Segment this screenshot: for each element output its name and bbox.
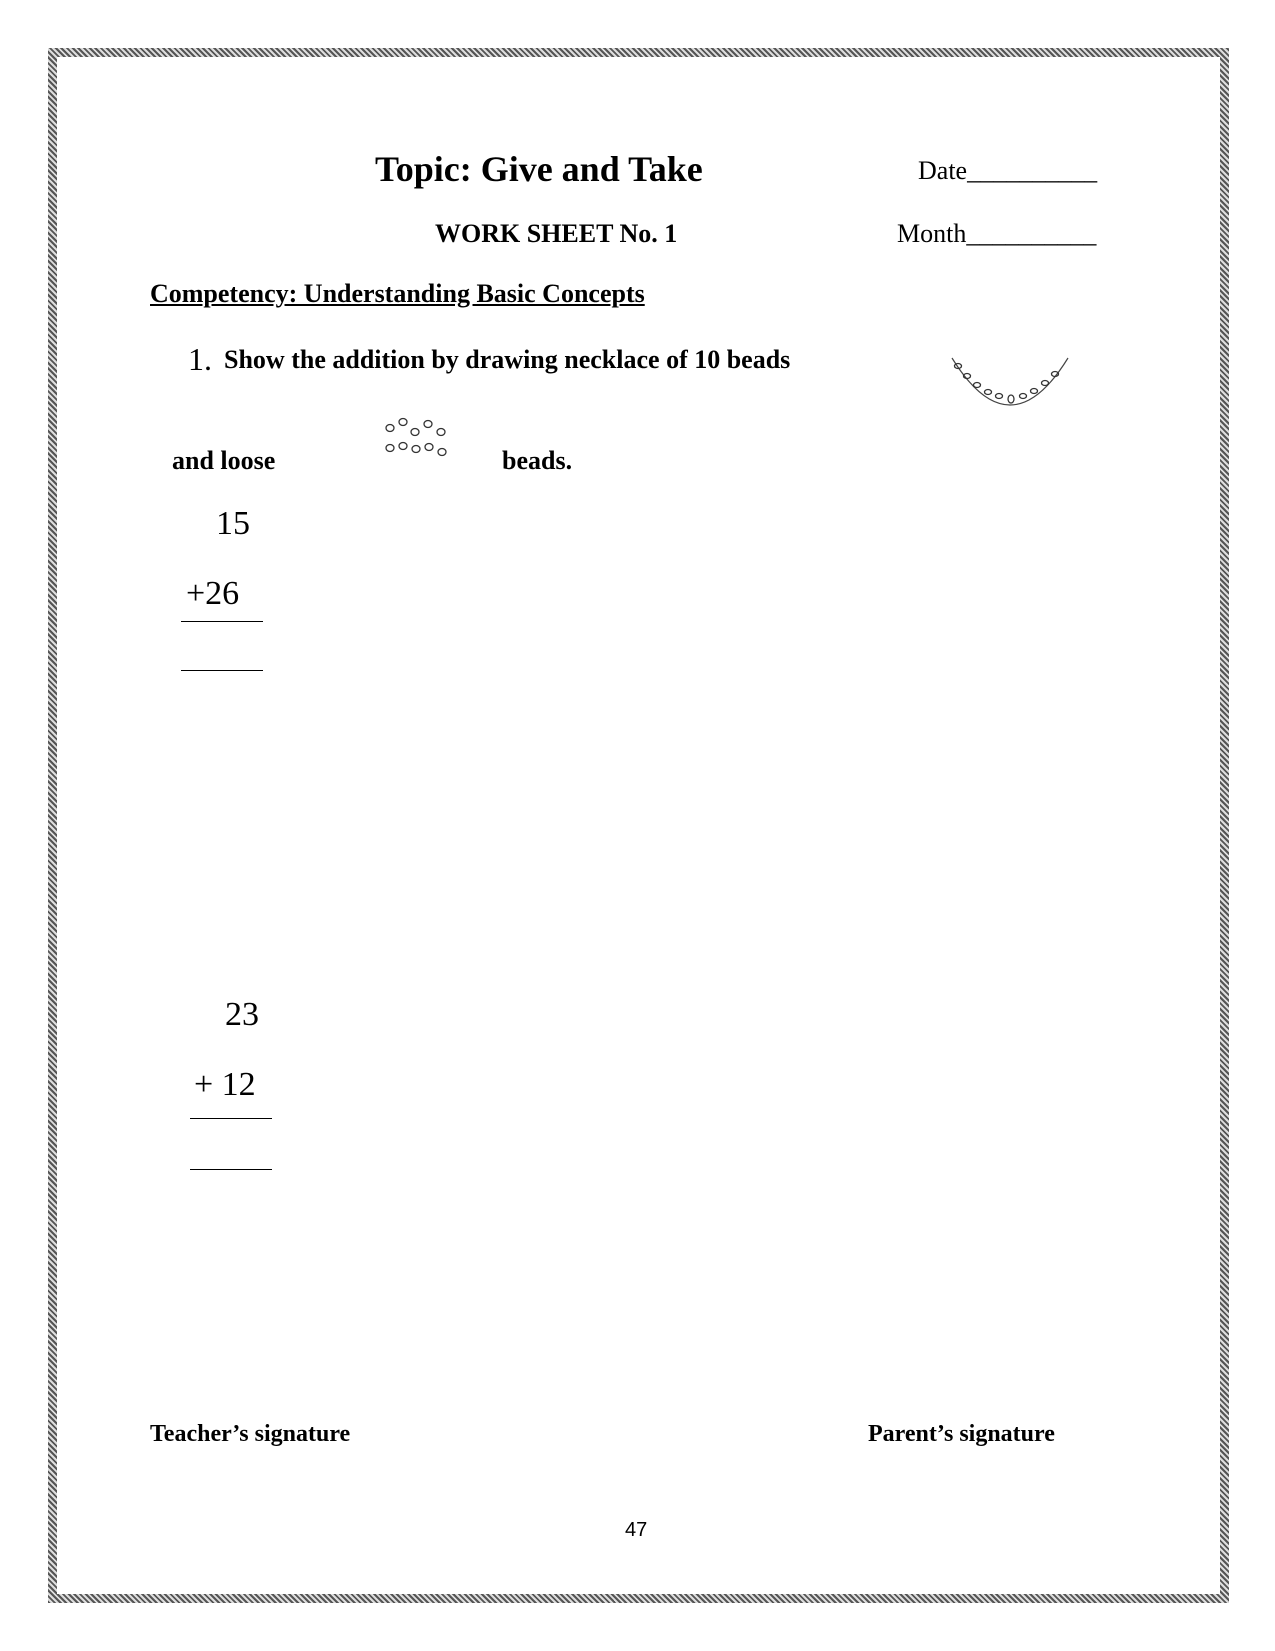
problem-1-answer-line	[181, 670, 263, 671]
problem-2-bottom: + 12	[194, 1066, 256, 1103]
competency-heading: Competency: Understanding Basic Concepts	[150, 279, 645, 308]
parent-signature-label: Parent’s signature	[868, 1421, 1055, 1447]
necklace-icon	[948, 354, 1078, 424]
loose-beads-icon	[385, 414, 465, 464]
topic-title: Topic: Give and Take	[375, 149, 703, 189]
problem-1-top: 15	[216, 505, 250, 542]
month-field: Month__________	[897, 219, 1097, 248]
question-text-end: beads.	[502, 446, 573, 475]
question-number: 1.	[188, 341, 212, 377]
problem-2-answer-line	[190, 1169, 272, 1170]
date-field: Date__________	[918, 156, 1098, 185]
problem-1-bottom: +26	[186, 575, 240, 612]
question-text: Show the addition by drawing necklace of 10 beads	[224, 345, 791, 374]
problem-1-sum-line	[181, 621, 263, 622]
problem-2-top: 23	[225, 996, 259, 1033]
problem-2-sum-line	[190, 1118, 272, 1119]
page-number: 47	[625, 1519, 648, 1541]
teacher-signature-label: Teacher’s signature	[150, 1421, 351, 1447]
worksheet-number: WORK SHEET No. 1	[435, 219, 678, 248]
question-text-continued: and loose	[172, 446, 276, 475]
